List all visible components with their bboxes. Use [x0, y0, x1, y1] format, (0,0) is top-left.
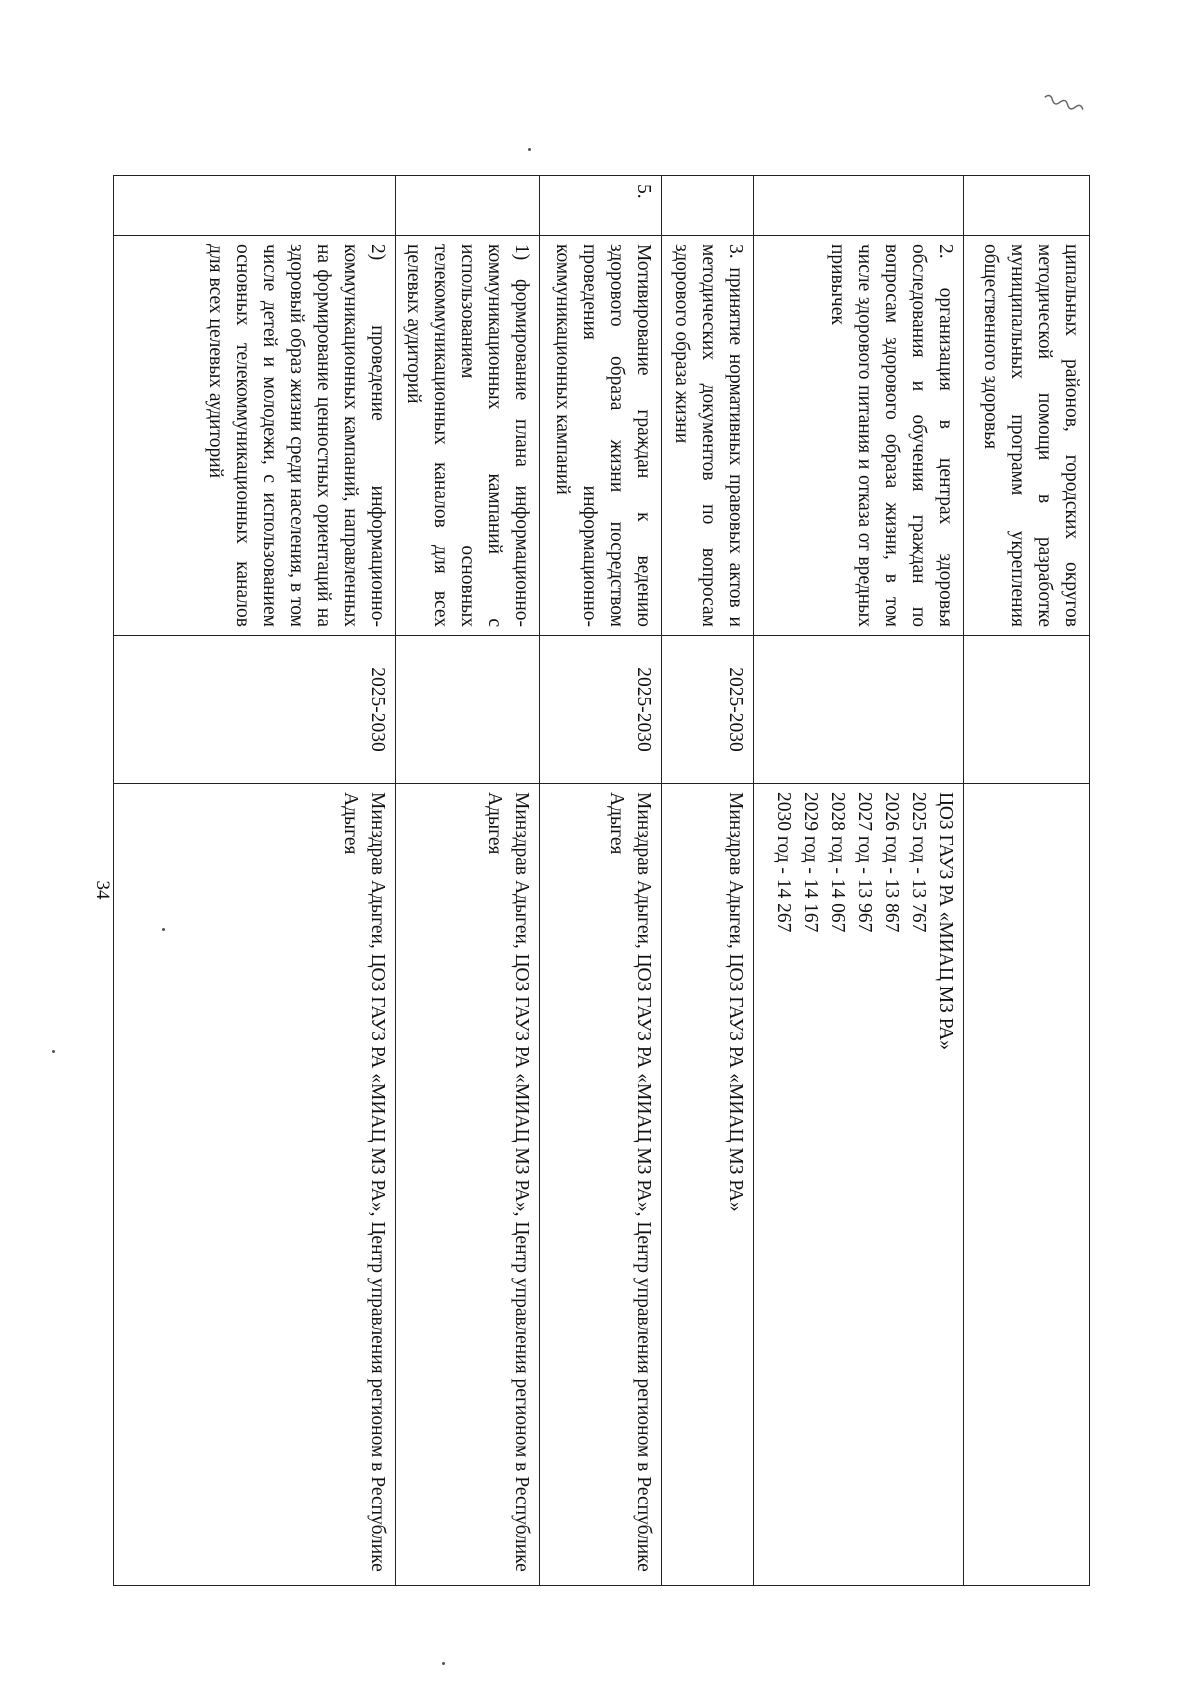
executor-line: 2028 год - 14 067 — [827, 792, 848, 933]
cell-activity: ципальных районов, городских округов методической помощи в разработке муниципальных программ укрепления общественного здоровья — [964, 236, 1090, 636]
table-row — [662, 176, 754, 1586]
cell-period: 2025-2030 — [540, 636, 662, 784]
cell-period: 2025-2030 — [662, 636, 754, 784]
cell-period — [754, 636, 964, 784]
scan-speck — [52, 1050, 55, 1053]
cell-executors — [114, 784, 396, 1586]
executor-line: 2026 год - 13 867 — [881, 792, 902, 933]
scan-speck — [442, 1662, 445, 1665]
executor-line: 2025 год - 13 767 — [908, 792, 929, 933]
scan-speck — [528, 148, 531, 151]
table-container — [118, 175, 1090, 1585]
cell-number — [114, 176, 396, 236]
cell-executors — [540, 784, 662, 1586]
cell-activity: 3. принятие нормативных правовых актов и методических документов по вопросам здорового образа жизни — [662, 236, 754, 636]
cell-activity: Мотивирование граждан к ведению здорового образа жизни посредством проведения информационно-коммуникационных кампаний — [540, 236, 662, 636]
cell-number: 5. — [540, 176, 662, 236]
executor-line: 2030 год - 14 267 — [773, 792, 794, 933]
executor-line: 2027 год - 13 967 — [854, 792, 875, 933]
table-row — [114, 176, 396, 1586]
cell-activity: 2. организация в центрах здоровья обследования и обучения граждан по вопросам здорового образа жизни, в том числе здорового питания и отказа от вредных привычек — [754, 236, 964, 636]
cell-number — [964, 176, 1090, 236]
executor-line: ЦОЗ ГАУЗ РА «МИАЦ МЗ РА» — [935, 792, 956, 1050]
cell-period: 2025-2030 — [114, 636, 396, 784]
cell-executors — [662, 784, 754, 1586]
executor-line: Минздрав Адыгеи, ЦОЗ ГАУЗ РА «МИАЦ МЗ РА», Центр управления регионом в Республике Адыгея — [484, 792, 532, 1572]
cell-executors — [964, 784, 1090, 1586]
cell-period — [396, 636, 540, 784]
cell-executors — [754, 784, 964, 1586]
cell-activity: 1) формирование плана информационно-коммуникационных кампаний с использованием основных телекоммуникационных каналов для всех целевых аудиторий — [396, 236, 540, 636]
executor-line: 2029 год - 14 167 — [800, 792, 821, 933]
cell-period — [964, 636, 1090, 784]
table-row — [540, 176, 662, 1586]
executor-line: Минздрав Адыгеи, ЦОЗ ГАУЗ РА «МИАЦ МЗ РА», Центр управления регионом в Республике Адыгея — [606, 792, 654, 1572]
page-number: 34 — [92, 880, 113, 900]
cell-number — [754, 176, 964, 236]
cell-activity: 2) проведение информационно-коммуникационных кампаний, направленных на формирование ценностных ориентаций на здоровый образ жизни среди населения, в том числе детей и молодежи, с использованием основных телекоммуникационных каналов для всех целевых аудиторий — [114, 236, 396, 636]
rotated-page-content — [118, 175, 1090, 1585]
table-row — [964, 176, 1090, 1586]
table-row — [396, 176, 540, 1586]
cell-number — [662, 176, 754, 236]
activities-table — [113, 175, 1090, 1586]
cell-number — [396, 176, 540, 236]
executor-line: Минздрав Адыгеи, ЦОЗ ГАУЗ РА «МИАЦ МЗ РА», Центр управления регионом в Республике Адыгея — [340, 792, 388, 1572]
cell-executors — [396, 784, 540, 1586]
scan-artifact-mark — [1041, 87, 1103, 121]
executor-line: Минздрав Адыгеи, ЦОЗ ГАУЗ РА «МИАЦ МЗ РА» — [725, 792, 746, 1212]
table-row — [754, 176, 964, 1586]
